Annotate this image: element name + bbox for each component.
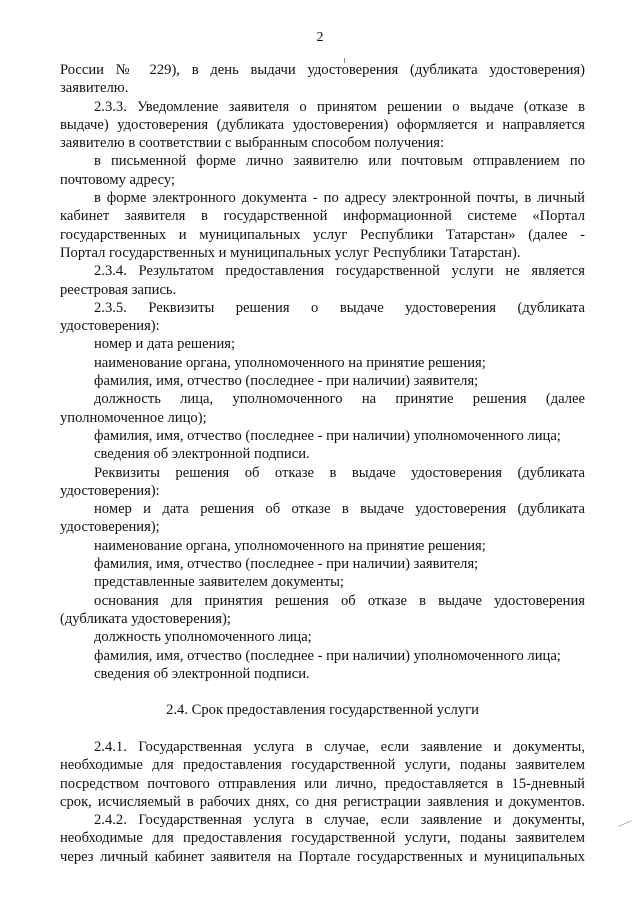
text-line: должность уполномоченного лица; bbox=[94, 629, 312, 646]
text-line: России № 229), в день выдачи удостоверения (дубликата удостоверения) bbox=[60, 62, 585, 78]
text-line: сведения об электронной подписи. bbox=[94, 665, 310, 682]
page-number: 2 bbox=[316, 30, 324, 45]
text-line: 2.3.4. Результатом предоставления государственной услуги не является bbox=[94, 263, 585, 280]
text-line: удостоверения); bbox=[60, 519, 160, 536]
text-line: номер и дата решения; bbox=[94, 336, 236, 353]
text-line: (дубликата удостоверения); bbox=[60, 610, 231, 627]
text-line: наименование органа, уполномоченного на принятие решения; bbox=[94, 537, 486, 554]
text-line: 2.3.3. Уведомление заявителя о принятом решении о выдаче (отказе в bbox=[94, 98, 585, 115]
section-heading: 2.4. Срок предоставления государственной услуги bbox=[166, 702, 479, 719]
text-line: Реквизиты решения об отказе в выдаче удостоверения (дубликата bbox=[94, 464, 585, 481]
text-line: фамилия, имя, отчество (последнее - при наличии) уполномоченного лица; bbox=[94, 647, 561, 664]
text-line: Портал государственных и муниципальных услуг Республики Татарстан). bbox=[60, 244, 521, 261]
text-line: фамилия, имя, отчество (последнее - при наличии) заявителя; bbox=[94, 373, 479, 390]
text-line: номер и дата решения об отказе в выдаче удостоверения (дубликата bbox=[94, 501, 585, 518]
text-line: фамилия, имя, отчество (последнее - при наличии) заявителя; bbox=[94, 556, 479, 573]
spacer bbox=[60, 683, 585, 701]
text-line: заявителю в соответствии с выбранным способом получения: bbox=[60, 135, 445, 152]
text-line: 2.4.2. Государственная услуга в случае, если заявление и документы, bbox=[94, 812, 585, 829]
text-line: необходимые для предоставления государственной услуги, поданы заявителем bbox=[60, 830, 585, 847]
text-line: срок, исчисляемый в рабочих днях, со дня регистрации заявления и документов. bbox=[60, 793, 585, 810]
text-line: в письменной форме лично заявителю или почтовым отправлением по bbox=[94, 153, 585, 170]
text-line: представленные заявителем документы; bbox=[94, 574, 344, 591]
text-line: наименование органа, уполномоченного на принятие решения; bbox=[94, 354, 486, 371]
text-line: должность лица, уполномоченного на принятие решения (далее bbox=[94, 391, 585, 408]
text-line: фамилия, имя, отчество (последнее - при наличии) уполномоченного лица; bbox=[94, 427, 561, 444]
text-line: заявителю. bbox=[60, 80, 129, 97]
text-line: сведения об электронной подписи. bbox=[94, 446, 310, 463]
text-line: почтовому адресу; bbox=[60, 171, 176, 188]
scan-edge-mark bbox=[618, 820, 631, 827]
text-line: в форме электронного документа - по адресу электронной почты, в личный bbox=[94, 190, 585, 207]
text-line: необходимые для предоставления государственной услуги, поданы заявителем bbox=[60, 757, 585, 774]
spacer bbox=[60, 720, 585, 738]
text-line: основания для принятия решения об отказе в выдаче удостоверения bbox=[94, 592, 585, 609]
text-line: посредством почтового отправления или лично, предоставляется в 15-дневный bbox=[60, 775, 585, 792]
text-line: реестровая запись. bbox=[60, 281, 177, 298]
document-body bbox=[60, 61, 585, 866]
text-line: 2.4.1. Государственная услуга в случае, если заявление и документы, bbox=[94, 738, 585, 755]
text-line: государственных и муниципальных услуг Республики Татарстан» (далее - bbox=[60, 226, 585, 243]
text-line: уполномоченное лицо); bbox=[60, 409, 207, 426]
text-line: удостоверения): bbox=[60, 318, 160, 335]
text-line: 2.3.5. Реквизиты решения о выдаче удостоверения (дубликата bbox=[94, 299, 585, 316]
text-line: выдаче) удостоверения (дубликата удостоверения) оформляется и направляется bbox=[60, 116, 585, 133]
text-line: через личный кабинет заявителя на Портале государственных и муниципальных bbox=[60, 848, 585, 865]
text-line: кабинет заявителя в государственной информационной системе «Портал bbox=[60, 208, 585, 225]
text-line: удостоверения): bbox=[60, 482, 160, 499]
